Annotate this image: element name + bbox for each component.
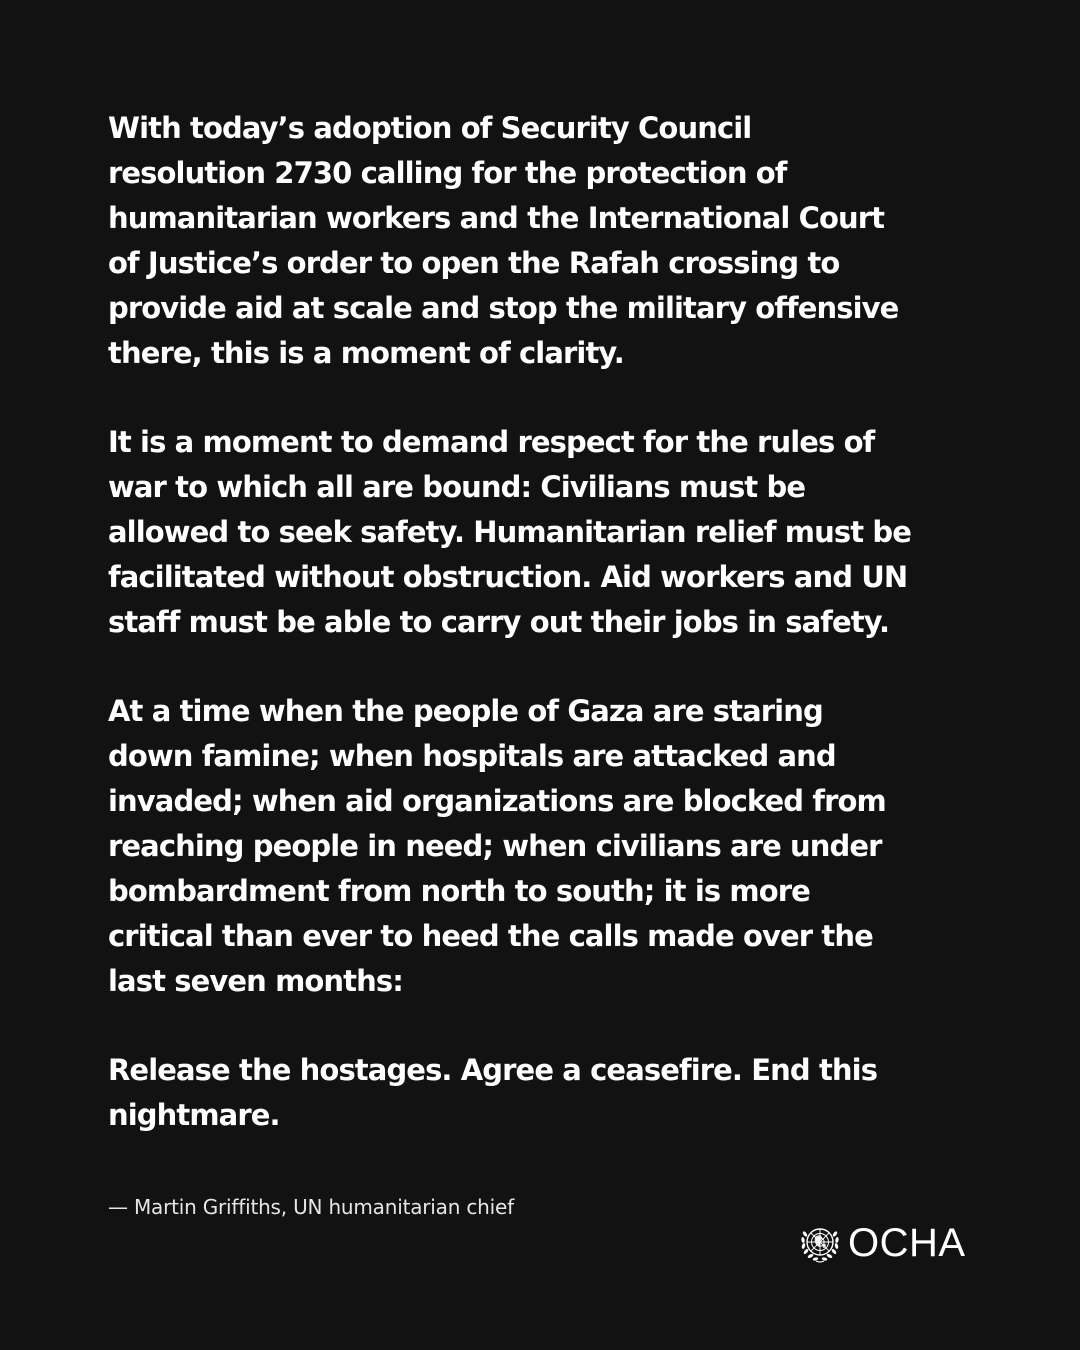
un-emblem-icon	[796, 1219, 844, 1267]
statement-paragraph-1: With today’s adoption of Security Council resolution 2730 calling for the protection of humanitarian workers and the International Court of Justice’s order to open the Rafah crossing to provide aid at scale and stop the military offensive there, this is a moment of clarity.	[108, 111, 899, 370]
statement-paragraph-3: At a time when the people of Gaza are staring down famine; when hospitals are attacked and invaded; when aid organizations are blocked from reaching people in need; when civilians are under bombardment from north to south; it is more critical than ever to heed the calls made over the last seven months:	[108, 694, 886, 998]
ocha-logo-text: OCHA	[848, 1221, 966, 1265]
statement-body	[108, 106, 988, 1182]
statement-paragraph-4: Release the hostages. Agree a ceasefire. End this nightmare.	[108, 1053, 878, 1132]
quote-attribution: — Martin Griffiths, UN humanitarian chief	[108, 1195, 514, 1219]
ocha-logo	[796, 1219, 966, 1267]
statement-paragraph-2: It is a moment to demand respect for the rules of war to which all are bound: Civilians must be allowed to seek safety. Humanitarian relief must be facilitated without obstruction. Aid workers and UN staff must be able to carry out their jobs in safety.	[108, 425, 912, 639]
